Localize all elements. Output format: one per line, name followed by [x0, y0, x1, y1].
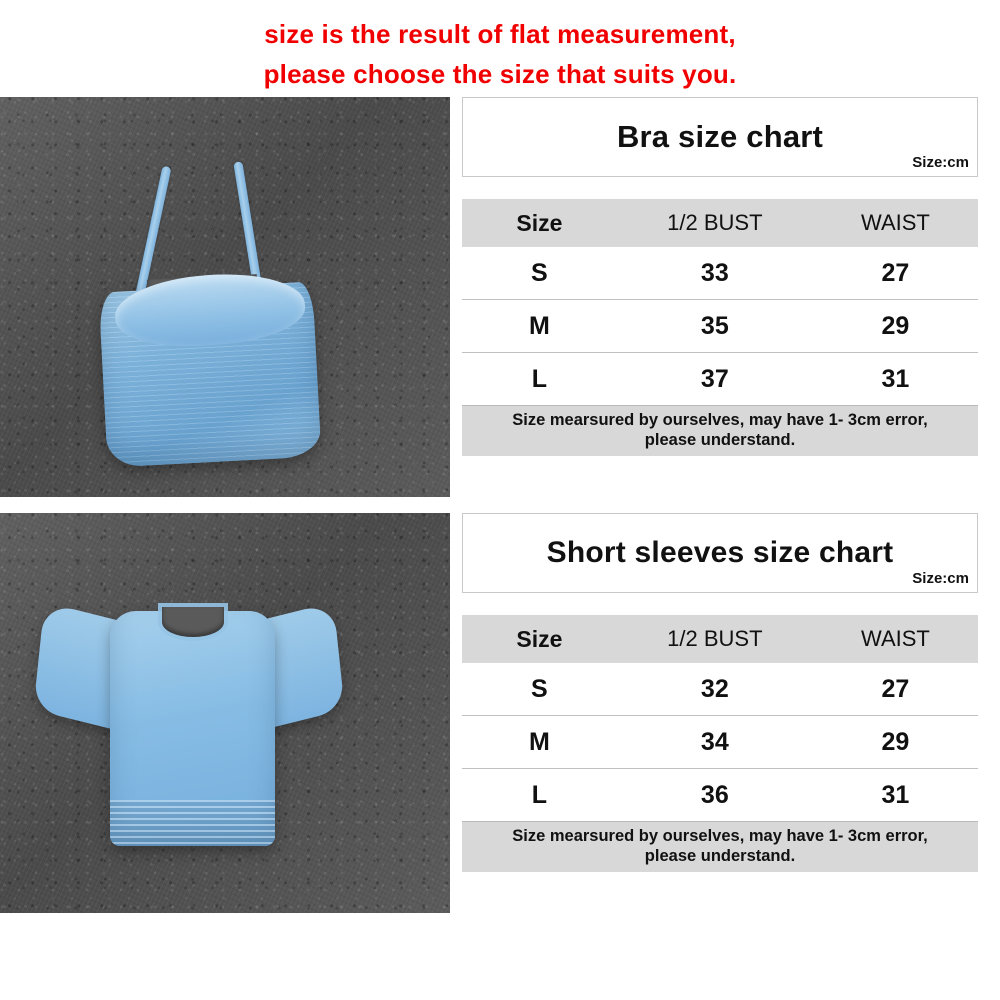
ss-row-l-bust: 36	[617, 769, 813, 822]
bra-row-m-size: M	[462, 300, 617, 353]
bra-garment-illustration	[85, 157, 335, 467]
ss-row-m-bust: 34	[617, 716, 813, 769]
tshirt-garment-illustration	[40, 583, 340, 853]
bra-chart-footnote	[462, 405, 978, 456]
ss-row-l-size: L	[462, 769, 617, 822]
table-header-row	[462, 615, 978, 663]
ss-footnote-line-1: Size mearsured by ourselves, may have 1- 3cm error,	[512, 827, 928, 845]
bra-row-s-waist: 27	[813, 247, 978, 300]
bra-size-chart	[450, 97, 1000, 456]
table-row	[462, 716, 978, 769]
short-sleeves-chart-title-box	[462, 513, 978, 593]
ss-footnote-line-2: please understand.	[644, 847, 796, 865]
bra-row-s-size: S	[462, 247, 617, 300]
table-row	[462, 663, 978, 716]
bra-footnote-line-1: Size mearsured by ourselves, may have 1- 3cm error,	[512, 411, 928, 429]
tshirt-neckline	[162, 607, 224, 637]
size-notice-line-2: please choose the size that suits you.	[263, 59, 737, 89]
bra-row-s-bust: 33	[617, 247, 813, 300]
short-sleeves-chart-unit: Size:cm	[912, 570, 969, 587]
short-sleeves-size-chart	[450, 513, 1000, 872]
ss-header-waist: WAIST	[813, 615, 978, 663]
ss-header-size: Size	[462, 615, 617, 663]
size-chart-content	[0, 97, 1000, 913]
bra-row-l-waist: 31	[813, 353, 978, 406]
table-row	[462, 300, 978, 353]
size-notice	[0, 0, 1000, 94]
bra-row-l-bust: 37	[617, 353, 813, 406]
bra-row-m-waist: 29	[813, 300, 978, 353]
table-header-row	[462, 199, 978, 247]
short-sleeves-chart-footnote	[462, 821, 978, 872]
ss-row-s-size: S	[462, 663, 617, 716]
short-sleeves-product-photo	[0, 513, 450, 913]
bra-header-size: Size	[462, 199, 617, 247]
short-sleeves-section	[0, 513, 1000, 913]
bra-row-m-bust: 35	[617, 300, 813, 353]
ss-header-bust: 1/2 BUST	[617, 615, 813, 663]
short-sleeves-size-table	[462, 615, 978, 821]
bra-chart-unit: Size:cm	[912, 154, 969, 171]
bra-header-waist: WAIST	[813, 199, 978, 247]
bra-header-bust: 1/2 BUST	[617, 199, 813, 247]
ss-row-l-waist: 31	[813, 769, 978, 822]
size-notice-line-1: size is the result of flat measurement,	[264, 19, 736, 49]
ss-row-s-bust: 32	[617, 663, 813, 716]
tshirt-torso	[110, 611, 275, 846]
table-row	[462, 353, 978, 406]
ss-row-m-waist: 29	[813, 716, 978, 769]
bra-chart-title: Bra size chart	[616, 119, 824, 154]
bra-footnote-line-2: please understand.	[644, 431, 796, 449]
bra-row-l-size: L	[462, 353, 617, 406]
bra-chart-title-box	[462, 97, 978, 177]
short-sleeves-chart-title: Short sleeves size chart	[546, 536, 894, 569]
bra-size-table	[462, 199, 978, 405]
table-row	[462, 769, 978, 822]
bra-section	[0, 97, 1000, 497]
bra-product-photo	[0, 97, 450, 497]
ss-row-s-waist: 27	[813, 663, 978, 716]
ss-row-m-size: M	[462, 716, 617, 769]
table-row	[462, 247, 978, 300]
